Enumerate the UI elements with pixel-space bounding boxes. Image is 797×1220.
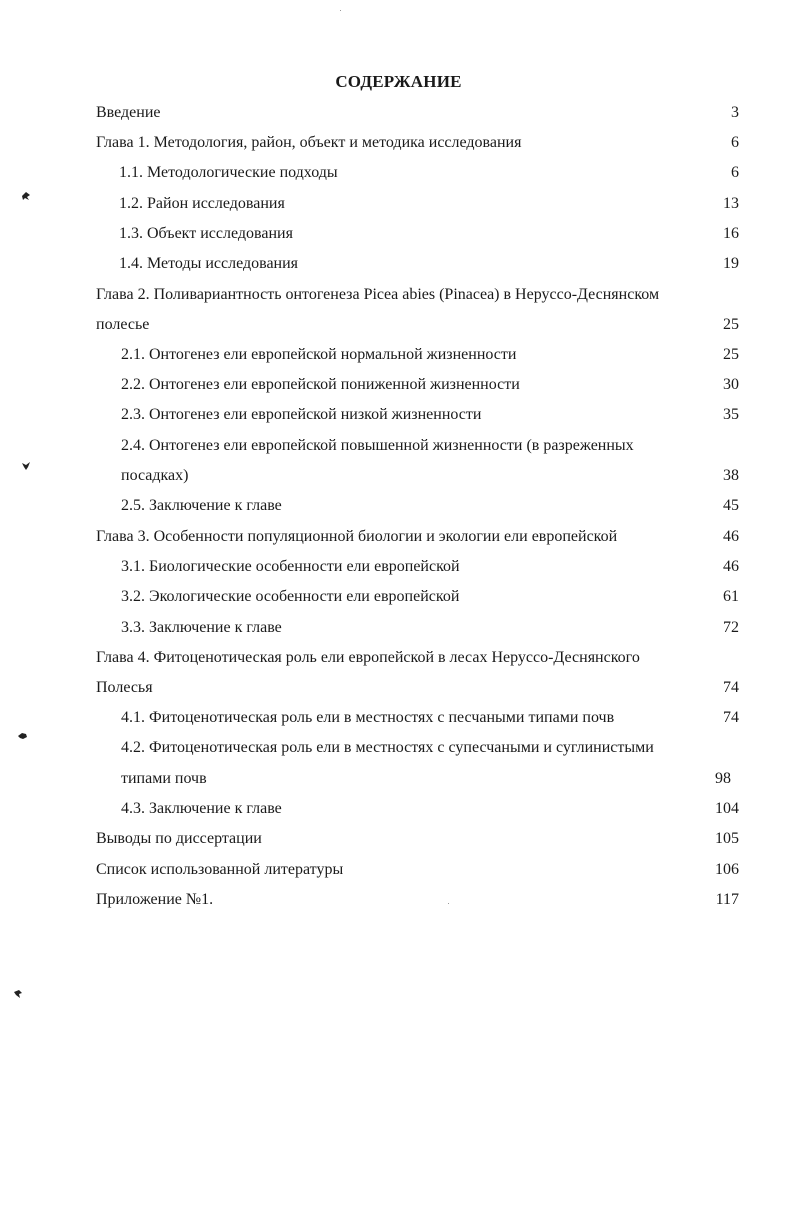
page-title: СОДЕРЖАНИЕ: [335, 72, 462, 91]
toc-entry-page: 25: [723, 346, 739, 363]
toc-entry-text: Выводы по диссертации: [96, 830, 262, 847]
scan-mark-icon: [20, 190, 32, 202]
toc-entry-page: 72: [723, 619, 739, 636]
toc-entry-text: 1.4. Методы исследования: [119, 255, 299, 272]
toc-entry-text-continued: полесье: [96, 316, 150, 333]
toc-entry-text: 3.2. Экологические особенности ели европейской: [121, 588, 460, 605]
toc-entry-text: 2.3. Онтогенез ели европейской низкой жизненности: [121, 406, 482, 423]
toc-entry-page: 19: [723, 255, 739, 272]
toc-entry-text: 1.3. Объект исследования: [119, 225, 293, 242]
toc-entry-text: 3.3. Заключение к главе: [121, 619, 282, 636]
toc-entry-page: 45: [723, 497, 739, 514]
toc-entry-text: 3.1. Биологические особенности ели европейской: [121, 558, 460, 575]
toc-entry-page: 38: [723, 467, 739, 484]
toc-entry-page: 106: [715, 861, 739, 878]
toc-entry-text: Введение: [96, 104, 161, 121]
toc-entry-page: 98: [715, 770, 731, 787]
toc-entry-page: 46: [723, 528, 739, 545]
toc-entry-page: 6: [731, 164, 739, 181]
toc-entry-page: 61: [723, 588, 739, 605]
toc-entry-page: 6: [731, 134, 739, 151]
toc-entry-page: 25: [723, 316, 739, 333]
scan-speck: [448, 903, 449, 904]
toc-entry-text-continued: типами почв: [121, 770, 207, 787]
toc-entry-page: 16: [723, 225, 739, 242]
toc-entry-text: 1.2. Район исследования: [119, 195, 285, 212]
toc-entry-page: 46: [723, 558, 739, 575]
toc-entry-page: 105: [715, 830, 739, 847]
toc-entry-text: Глава 1. Методология, район, объект и методика исследования: [96, 134, 522, 151]
toc-entry-text: 2.5. Заключение к главе: [121, 497, 282, 514]
toc-entry-text: 1.1. Методологические подходы: [119, 164, 338, 181]
toc-entry-page: 35: [723, 406, 739, 423]
toc-entry-page: 3: [731, 104, 739, 121]
scan-mark-icon: [17, 730, 29, 742]
toc-entry-page: 74: [723, 709, 739, 726]
toc-entry-text: 4.2. Фитоценотическая роль ели в местностях с супесчаными и суглинистыми: [121, 739, 654, 756]
scan-mark-icon: [20, 460, 32, 472]
toc-entry-text: 2.4. Онтогенез ели европейской повышенной жизненности (в разреженных: [121, 437, 634, 454]
toc-entry-text: Список использованной литературы: [96, 861, 344, 878]
toc-entry-text: Глава 3. Особенности популяционной биологии и экологии ели европейской: [96, 528, 618, 545]
toc-entry-page: 30: [723, 376, 739, 393]
toc-entry-text-continued: Полесья: [96, 679, 153, 696]
toc-entry-text: 4.1. Фитоценотическая роль ели в местностях с песчаными типами почв: [121, 709, 615, 726]
toc-entry-page: 13: [723, 195, 739, 212]
scan-mark-icon: [12, 988, 24, 1000]
toc-entry-text: Глава 2. Поливариантность онтогенеза Picea abies (Pinacea) в Неруссо-Деснянском: [96, 286, 660, 303]
toc-entry-text: Приложение №1.: [96, 891, 214, 908]
toc-entry-page: 117: [715, 891, 739, 908]
scan-speck: [340, 10, 341, 11]
toc-entry-text: Глава 4. Фитоценотическая роль ели европейской в лесах Неруссо-Деснянского: [96, 649, 640, 666]
toc-entry-page: 104: [715, 800, 739, 817]
toc-entry-text: 4.3. Заключение к главе: [121, 800, 282, 817]
toc-entry-text: 2.2. Онтогенез ели европейской пониженной жизненности: [121, 376, 520, 393]
toc-entry-text-continued: посадках): [121, 467, 189, 484]
toc-entry-text: 2.1. Онтогенез ели европейской нормальной жизненности: [121, 346, 517, 363]
toc-entry-page: 74: [723, 679, 739, 696]
